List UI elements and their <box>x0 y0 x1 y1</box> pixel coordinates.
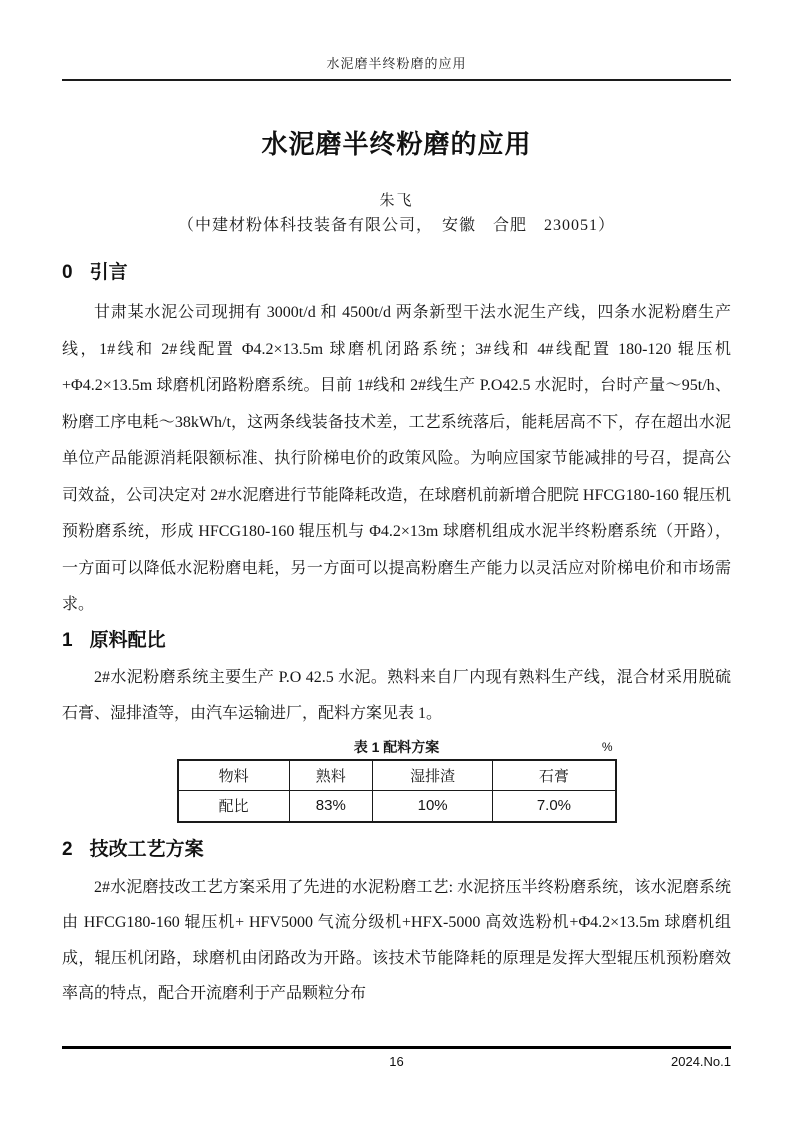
article-body <box>62 259 731 1012</box>
table1-block <box>177 737 617 823</box>
section-title: 引言 <box>89 262 128 283</box>
running-header-title: 水泥磨半终粉磨的应用 <box>326 56 467 71</box>
article-title: 水泥磨半终粉磨的应用 <box>261 129 532 159</box>
page-footer <box>62 1046 731 1069</box>
table-row-header <box>178 760 616 791</box>
section-title: 原料配比 <box>89 629 166 651</box>
paragraph-introduction: 甘肃某水泥公司现拥有 3000t/d 和 4500t/d 两条新型干法水泥生产线，四条水泥粉磨生产线，1#线和 2#线配置 Φ4.2×13.5m 球磨机闭路系统；3#线和 4#线配置 180-120 辊压机+Φ4.2×13.5m 球磨机闭路粉磨系统。目前 1#线和 2#线生产 P.O42.5 水泥时，台时产量～95t/h、粉磨工序电耗～38kWh/t，这两条线装备技术差，工艺系统落后，能耗居高不下，存在超出水泥单位产品能源消耗限额标准、执行阶梯电价的政策风险。为响应国家节能减排的号召，提高公司效益，公司决定对 2#水泥磨进行节能降耗改造，在球磨机前新增合肥院 HFCG180-160 辊压机预粉磨系统，形成 HFCG180-160 辊压机与 Φ4.2×13m 球磨机组成水泥半终粉磨系统（开路），一方面可以降低水泥粉磨电耗，另一方面可以提高粉磨生产能力以灵活应对阶梯电价和市场需求。 <box>62 304 731 613</box>
table1-caption: 表 1 配料方案 <box>353 738 440 755</box>
table-cell: 物料 <box>178 760 290 791</box>
footer-page-number: 16 <box>389 1054 404 1069</box>
table-cell: 湿排渣 <box>372 760 492 791</box>
footer-issue-label: 2024.No.1 <box>671 1054 731 1069</box>
table-cell: 7.0% <box>493 791 616 822</box>
section-number: 1 <box>62 629 73 651</box>
author-affiliation: （中建材粉体科技装备有限公司， 安徽 合肥 230051） <box>177 217 615 234</box>
section-number: 0 <box>62 262 73 283</box>
section-heading-raw-material-ratio <box>62 627 731 654</box>
table1-unit-label: % <box>601 739 613 754</box>
table1 <box>177 759 617 823</box>
footer-row <box>62 1049 731 1069</box>
table-cell: 配比 <box>178 791 290 822</box>
paragraph-raw-material-ratio: 2#水泥粉磨系统主要生产 P.O 42.5 水泥。熟料来自厂内现有熟料生产线，混合材采用脱硫石膏、湿排渣等，由汽车运输进厂，配料方案见表 1。 <box>62 668 731 722</box>
table-row-values <box>178 791 616 822</box>
section-heading-introduction <box>62 259 731 286</box>
table-cell: 石膏 <box>493 760 616 791</box>
section-title: 技改工艺方案 <box>89 838 204 860</box>
paragraph-process-upgrade: 2#水泥磨技改工艺方案采用了先进的水泥粉磨工艺: 水泥挤压半终粉磨系统，该水泥磨系统由 HFCG180-160 辊压机+ HFV5000 气流分级机+HFX-5000 高效选粉机+Φ4.2×13.5m 球磨机组成，辊压机闭路，球磨机由闭路改为开路。该技术节能降耗的原理是发挥大型辊压机预粉磨效率高的特点，配合开流磨利于产品颗粒分布 <box>62 878 731 1002</box>
author-name: 朱飞 <box>379 193 414 209</box>
table-cell: 10% <box>372 791 492 822</box>
table-cell: 熟料 <box>289 760 372 791</box>
table-cell: 83% <box>289 791 372 822</box>
section-number: 2 <box>62 838 73 860</box>
section-heading-process-upgrade <box>62 836 731 863</box>
running-header <box>62 0 731 81</box>
table1-caption-row <box>177 737 617 757</box>
